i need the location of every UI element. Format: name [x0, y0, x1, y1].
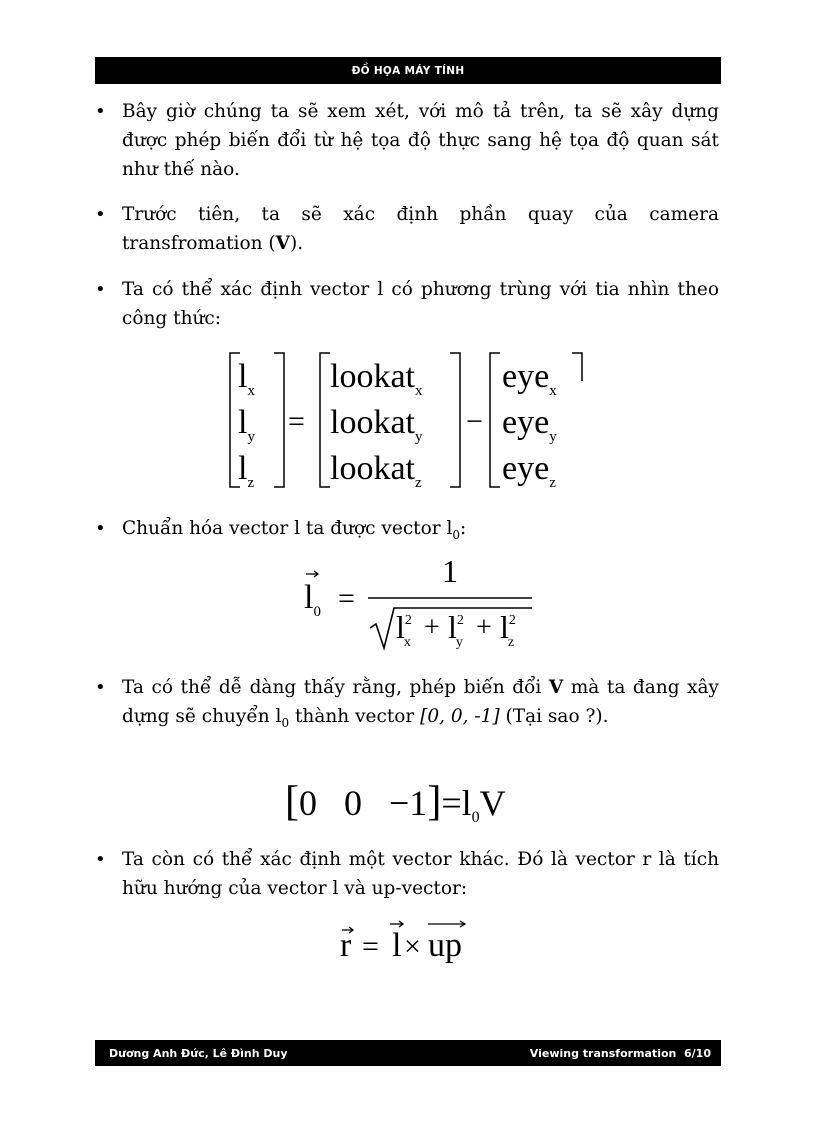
r-vector: r [340, 927, 352, 964]
minus-sign: − [466, 405, 483, 438]
lx-squared: $l^2$ x [396, 609, 412, 650]
bullet-text: Trước tiên, ta sẽ xác định phần quay của camera transfromation (V). [122, 204, 719, 254]
l-z: $l_z$ [238, 450, 255, 491]
equals-sign: = [362, 930, 379, 963]
bullet-dot: • [95, 279, 106, 300]
bullet-dot: • [95, 101, 106, 122]
header-title: ĐỒ HỌA MÁY TÍNH [351, 65, 465, 77]
bracket-right-1 [274, 353, 284, 487]
bold-v: V [548, 677, 564, 698]
bullet-text: Ta còn có thể xác định một vector khác. Đó là vector r là tích hữu hướng của vector l và up-vector: [122, 849, 719, 899]
row-vector: 0 0 −1 [299, 783, 428, 823]
lookat-x: lookat$_x$ [330, 358, 423, 399]
bullet-6 [95, 845, 719, 903]
numerator: 1 [442, 558, 458, 589]
up-vector: up [428, 927, 462, 964]
open-bracket: [ [285, 779, 299, 825]
bullet-2 [95, 200, 719, 258]
l-vector: l [392, 927, 402, 964]
close-bracket: ] [427, 779, 442, 825]
bold-v: V [275, 233, 290, 254]
bracket-left-2 [320, 353, 330, 487]
l-y: $l_y$ [238, 404, 255, 445]
bullet-4 [95, 514, 719, 550]
l-x: $l_x$ [238, 358, 255, 399]
cross-equation [336, 910, 486, 970]
ly-squared: $l^2$ y [448, 609, 464, 650]
transform-equation: [0 $0 -1]=l_0V$ [285, 779, 506, 826]
bullet-1 [95, 97, 719, 184]
bracket-right-2 [450, 353, 460, 487]
lookat-z: lookat$_z$ [330, 450, 422, 491]
normalize-equation [300, 558, 540, 658]
l0: l [461, 783, 472, 823]
plus-1: + [424, 612, 440, 643]
bullet-5 [95, 673, 719, 738]
plus-2: + [476, 612, 492, 643]
matrix-equation [226, 349, 596, 491]
eye-y: eye$_y$ [502, 404, 557, 445]
footer-authors: Dương Anh Đức, Lê Đình Duy [109, 1047, 288, 1060]
bracket-left-3 [490, 353, 500, 487]
equals-sign: = [441, 783, 462, 823]
eye-z: eye$_z$ [502, 450, 556, 491]
bracket-right-3 [572, 353, 582, 381]
lz-squared: $l^2$ z [500, 609, 516, 650]
footer-section: Viewing transformation 6/10 [529, 1047, 711, 1060]
bullet-dot: • [95, 677, 106, 698]
italic-vector: [0, 0, -1] [420, 706, 500, 727]
equals-sign: = [288, 405, 305, 438]
l0-lhs: $l_0$ [304, 579, 321, 620]
bullet-dot: • [95, 518, 106, 539]
bullet-text: Ta có thể xác định vector l có phương trùng với tia nhìn theo công thức: [122, 279, 719, 329]
equals-sign: = [338, 582, 355, 615]
bullet-3 [95, 275, 719, 333]
eye-x: eye$_x$ [502, 358, 557, 399]
page-footer [95, 1040, 721, 1066]
v-matrix: V [479, 783, 506, 823]
page-header [95, 57, 721, 84]
times-sign: × [404, 930, 421, 963]
lookat-y: lookat$_y$ [330, 404, 423, 445]
bullet-dot: • [95, 204, 106, 225]
bullet-text: Bây giờ chúng ta sẽ xem xét, với mô tả trên, ta sẽ xây dựng được phép biến đổi từ hệ tọa độ thực sang hệ tọa độ quan sát như thế nào. [122, 101, 719, 180]
bullet-text: Chuẩn hóa vector l ta được vector $l_0$: [122, 518, 467, 542]
bullet-dot: • [95, 849, 106, 870]
bullet-text: Ta có thể dễ dàng thấy rằng, phép biến đổi V mà ta đang xây dựng sẽ chuyển $l_0$ thành vector [0, 0, -1] (Tại sao ?). [122, 677, 719, 730]
